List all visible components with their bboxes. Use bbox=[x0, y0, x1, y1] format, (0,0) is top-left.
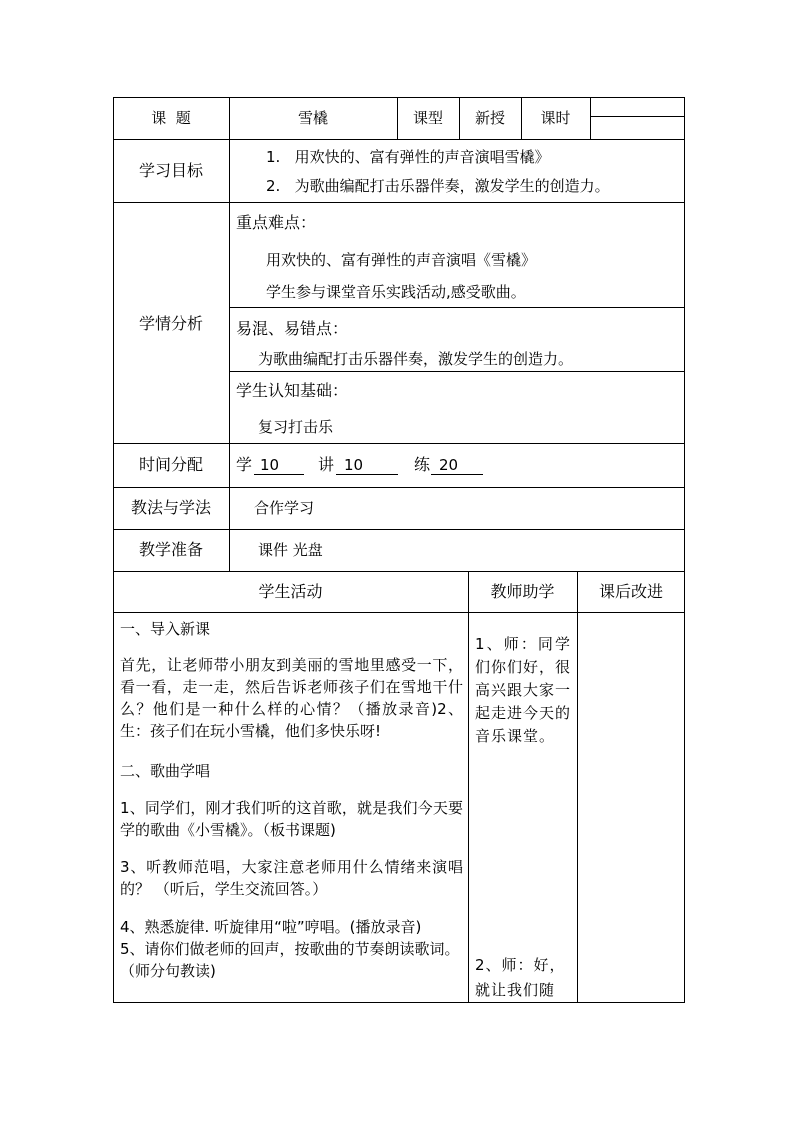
time-label: 时间分配 bbox=[138, 455, 203, 474]
step-3: 3、听教师范唱，大家注意老师用什么情绪来演唱的？ （听后，学生交流回答。） bbox=[120, 858, 463, 898]
period-inner-line bbox=[590, 116, 685, 117]
time-talk-number: 10 bbox=[336, 456, 398, 475]
row-divider bbox=[113, 202, 685, 203]
key-point-item: 学生参与课堂音乐实践活动,感受歌曲。 bbox=[266, 283, 526, 301]
type-label: 课型 bbox=[412, 109, 443, 127]
row-divider bbox=[113, 443, 685, 444]
teacher-note-1: 1、师：同学们你们好，很高兴跟大家一起走进今天的音乐课堂。 bbox=[475, 635, 572, 745]
objectives-label: 学习目标 bbox=[138, 161, 203, 180]
period-label: 课时 bbox=[540, 109, 571, 127]
time-practice-label: 练 bbox=[414, 455, 431, 474]
time-practice-value bbox=[431, 456, 483, 475]
after-class-header: 课后改进 bbox=[598, 582, 663, 601]
row-divider bbox=[229, 307, 685, 308]
col-divider bbox=[229, 97, 230, 571]
analysis-label: 学情分析 bbox=[138, 314, 203, 333]
method-label: 教法与学法 bbox=[130, 498, 211, 517]
step-1: 1、同学们，刚才我们听的这首歌，就是我们今天要学的歌曲《小雪橇》。（板书课题) bbox=[120, 799, 463, 839]
student-activity-header: 学生活动 bbox=[258, 582, 323, 601]
objective-item: 2. 为歌曲编配打击乐器伴奏，激发学生的创造力。 bbox=[266, 177, 610, 195]
topic-value: 雪橇 bbox=[297, 109, 328, 127]
row-divider bbox=[113, 529, 685, 530]
key-point-item: 用欢快的、富有弹性的声音演唱《雪橇》 bbox=[266, 251, 537, 269]
time-learn-value bbox=[254, 456, 304, 475]
section-1-body: 首先，让老师带小朋友到美丽的雪地里感受一下，看一看，走一走，然后告诉老师孩子们在雪地干什么？他们是一种什么样的心情？（播放录音)2、生：孩子们在玩小雪橇，他们多快乐呀! bbox=[120, 656, 463, 740]
basis-item: 复习打击乐 bbox=[258, 418, 334, 436]
row-divider bbox=[229, 371, 685, 372]
section-1-title: 一、导入新课 bbox=[120, 620, 211, 638]
col-divider bbox=[577, 571, 578, 1003]
basis-title: 学生认知基础： bbox=[236, 381, 349, 400]
topic-label: 课 题 bbox=[151, 109, 191, 127]
type-value: 新授 bbox=[474, 109, 505, 127]
step-4: 4、熟悉旋律. 听旋律用“啦”哼唱。(播放录音) bbox=[120, 918, 422, 936]
row-divider bbox=[113, 612, 685, 613]
confuse-title: 易混、易错点： bbox=[236, 319, 349, 338]
row-divider bbox=[113, 571, 685, 572]
time-learn-label: 学 bbox=[236, 455, 253, 474]
time-talk-value bbox=[336, 456, 398, 475]
key-points-title: 重点难点： bbox=[236, 213, 317, 232]
time-talk-label: 讲 bbox=[318, 455, 335, 474]
time-learn-number: 10 bbox=[254, 456, 304, 475]
step-5: 5、请你们做老师的回声，按歌曲的节奏朗读歌词。（师分句教读) bbox=[120, 940, 460, 980]
teacher-help-header: 教师助学 bbox=[490, 582, 555, 601]
row-divider bbox=[113, 139, 685, 140]
teacher-note-2: 2、师：好，就让我们随 bbox=[475, 956, 566, 999]
col-divider bbox=[468, 571, 469, 1003]
section-2-title: 二、歌曲学唱 bbox=[120, 762, 211, 780]
objective-item: 1. 用欢快的、富有弹性的声音演唱雪橇》 bbox=[266, 148, 550, 166]
row-divider bbox=[113, 487, 685, 488]
prep-label: 教学准备 bbox=[138, 540, 203, 559]
prep-value: 课件 光盘 bbox=[258, 541, 323, 559]
time-practice-number: 20 bbox=[431, 456, 483, 475]
method-value: 合作学习 bbox=[254, 499, 315, 517]
confuse-item: 为歌曲编配打击乐器伴奏，激发学生的创造力。 bbox=[258, 350, 574, 368]
col-divider bbox=[590, 97, 591, 139]
